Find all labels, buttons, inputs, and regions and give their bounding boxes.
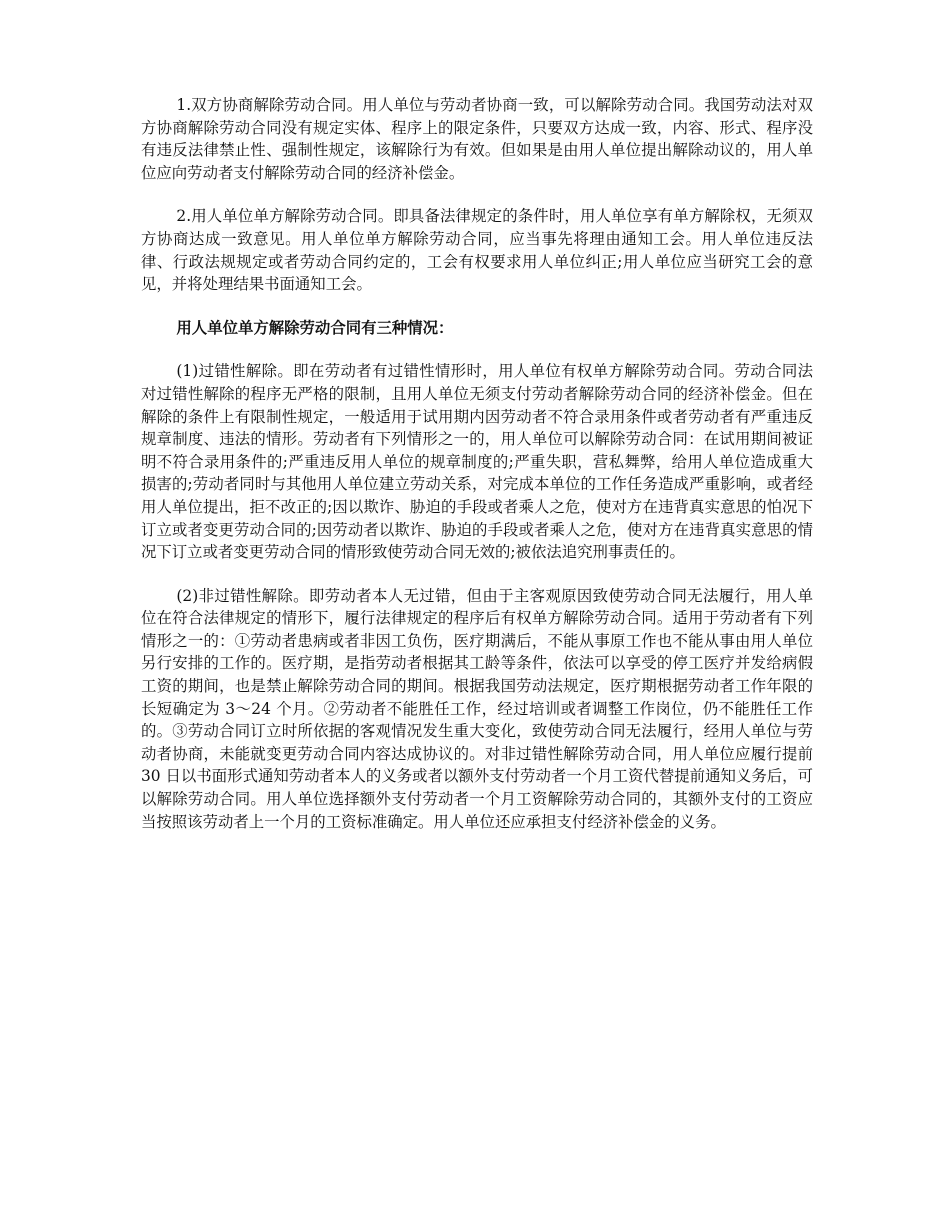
paragraph-unilateral-termination: 2.用人单位单方解除劳动合同。即具备法律规定的条件时，用人单位享有单方解除权，无须双方协商达成一致意见。用人单位单方解除劳动合同，应当事先将理由通知工会。用人单位违反法律、行政法规规定或者劳动合同约定的，工会有权要求用人单位纠正;用人单位应当研究工会的意见，并将处理结果书面通知工会。 <box>141 207 813 294</box>
document-body <box>141 94 813 854</box>
paragraph-fault-termination: (1)过错性解除。即在劳动者有过错性情形时，用人单位有权单方解除劳动合同。劳动合同法对过错性解除的程序无严格的限制，且用人单位无须支付劳动者解除劳动合同的经济补偿金。但在解除的条件上有限制性规定，一般适用于试用期内因劳动者不符合录用条件或者劳动者有严重违反规章制度、违法的情形。劳动者有下列情形之一的，用人单位可以解除劳动合同：在试用期间被证明不符合录用条件的;严重违反用人单位的规章制度的;严重失职，营私舞弊，给用人单位造成重大损害的;劳动者同时与其他用人单位建立劳动关系，对完成本单位的工作任务造成严重影响，或者经用人单位提出，拒不改正的;因以欺诈、胁迫的手段或者乘人之危，使对方在违背真实意思的怕况下订立或者变更劳动合同的;因劳动者以欺诈、胁迫的手段或者乘人之危，使对方在违背真实意思的情况下订立或者变更劳动合同的情形致使劳动合同无效的;被依法追究刑事责任的。 <box>141 362 813 562</box>
paragraph-mutual-termination: 1.双方协商解除劳动合同。用人单位与劳动者协商一致，可以解除劳动合同。我国劳动法对双方协商解除劳动合同没有规定实体、程序上的限定条件，只要双方达成一致，内容、形式、程序没有违反法律禁止性、强制性规定，该解除行为有效。但如果是由用人单位提出解除动议的，用人单位应向劳动者支付解除劳动合同的经济补偿金。 <box>141 96 813 182</box>
paragraph-non-fault-termination: (2)非过错性解除。即劳动者本人无过错，但由于主客观原因致使劳动合同无法履行，用人单位在符合法律规定的情形下，履行法律规定的程序后有权单方解除劳动合同。适用于劳动者有下列情形之一的：①劳动者患病或者非因工负伤，医疗期满后，不能从事原工作也不能从事由用人单位另行安排的工作的。医疗期，是指劳动者根据其工龄等条件，依法可以享受的停工医疗并发给病假工资的期间，也是禁止解除劳动合同的期间。根据我国劳动法规定，医疗期根据劳动者工作年限的长短确定为 3～24 个月。②劳动者不能胜任工作，经过培训或者调整工作岗位，仍不能胜任工作的。③劳动合同订立时所依据的客观情况发生重大变化，致使劳动合同无法履行，经用人单位与劳动者协商，未能就变更劳动合同内容达成协议的。对非过错性解除劳动合同，用人单位应履行提前 30 日以书面形式通知劳动者本人的义务或者以额外支付劳动者一个月工资代替提前通知义务后，可以解除劳动合同。用人单位选择额外支付劳动者一个月工资解除劳动合同的，其额外支付的工资应当按照该劳动者上一个月的工资标准确定。用人单位还应承担支付经济补偿金的义务。 <box>141 586 813 831</box>
section-heading: 用人单位单方解除劳动合同有三种情况： <box>176 318 454 337</box>
